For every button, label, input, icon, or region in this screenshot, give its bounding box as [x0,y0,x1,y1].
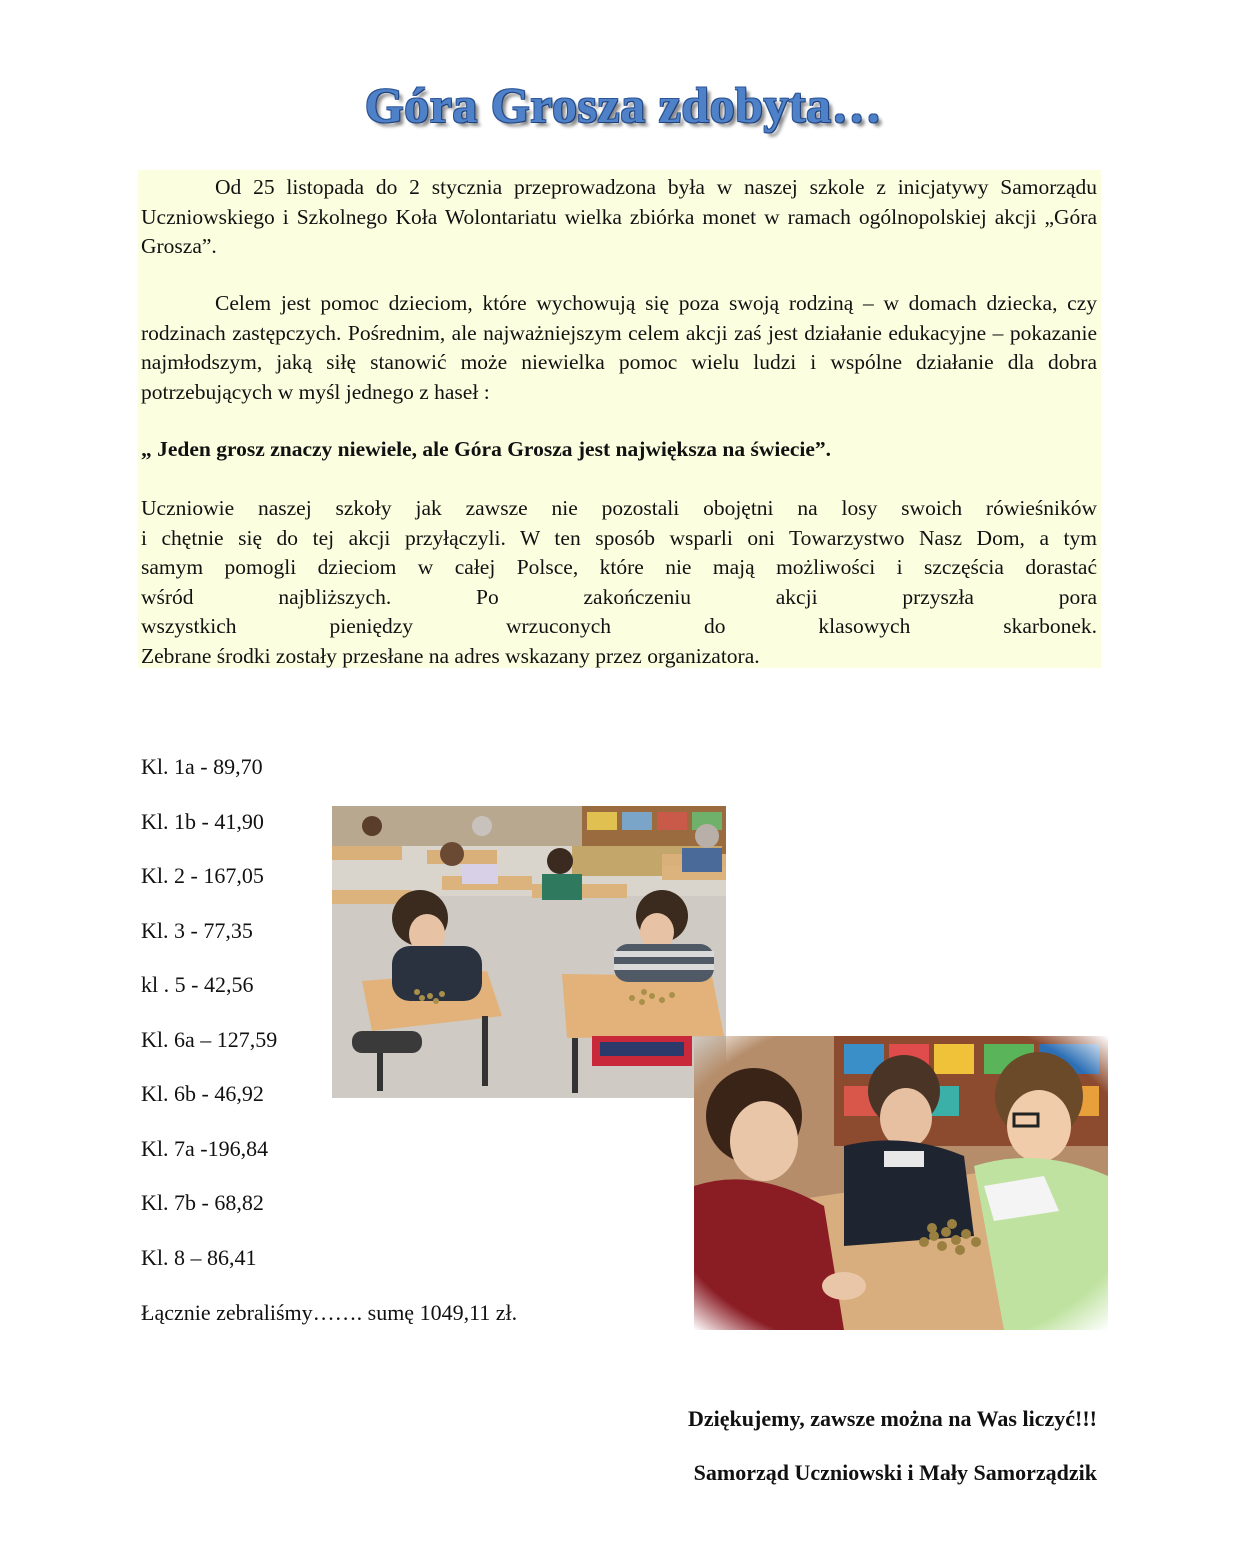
class-total-item: Kl. 1a - 89,70 [141,754,263,779]
students-counting-photo [694,1036,1108,1330]
classroom-photo [332,806,726,1098]
page-title: Góra Grosza zdobyta… [364,77,883,133]
grand-total: Łącznie zebraliśmy……. sumę 1049,11 zł. [141,1300,518,1325]
class-total-item: Kl. 6a – 127,59 [141,1026,278,1052]
class-total-item: kl . 5 - 42,56 [141,972,254,997]
paragraph-students [141,494,1097,671]
paragraph-intro: Od 25 listopada do 2 stycznia przeprowadzona była w naszej szkole z inicjatywy Samorządu Uczniowskiego i Szkolnego Koła Wolontariatu wielka zbiórka monet w ramach ogólnopolskiej akcji „Góra Grosza”. [141,175,1097,258]
thanks-message: Dziękujemy, zawsze można na Was liczyć!!! [688,1406,1097,1431]
paragraph-students-line: wszystkich pieniędzy wrzuconych do klasowych skarbonek. [141,614,1097,638]
paragraph-students-line: Uczniowie naszej szkoły jak zawsze nie pozostali obojętni na losy swoich rówieśników [141,496,1097,520]
class-total-item: Kl. 2 - 167,05 [141,863,264,888]
paragraph-students-line: i chętnie się do tej akcji przyłączyli. W ten sposób wsparli oni Towarzystwo Nasz Dom, a tym [141,525,1097,550]
signature: Samorząd Uczniowski i Mały Samorządzik [693,1460,1097,1485]
class-total-item: Kl. 6b - 46,92 [141,1081,264,1106]
class-total-item: Kl. 1b - 41,90 [141,808,264,834]
class-total-item: Kl. 3 - 77,35 [141,917,253,943]
paragraph-students-line: wśród najbliższych. Po zakończeniu akcji przyszła pora [141,584,1097,609]
paragraph-goal: Celem jest pomoc dzieciom, które wychowują się poza swoją rodziną – w domach dziecka, czy rodzinach zastępczych. Pośrednim, ale najważniejszym celem akcji zaś jest działanie edukacyjne – pokazanie najmłodszym, jaką siłę stanowić może niewielka pomoc wielu ludzi i wspólne działanie dla dobra potrzebujących w myśl jednego z haseł : [141,291,1097,404]
class-totals-list [141,752,277,1297]
paragraph-students-line: Zebrane środki zostały przesłane na adres wskazany przez organizatora. [141,643,760,668]
class-total-item: Kl. 8 – 86,41 [141,1244,257,1270]
class-total-item: Kl. 7b - 68,82 [141,1190,264,1215]
paragraph-students-line: samym pomogli dzieciom w całej Polsce, które nie mają możliwości i szczęścia dorastać [141,555,1097,579]
class-total-item: Kl. 7a -196,84 [141,1135,269,1161]
slogan: „ Jeden grosz znaczy niewiele, ale Góra Grosza jest największa na świecie”. [141,437,832,461]
